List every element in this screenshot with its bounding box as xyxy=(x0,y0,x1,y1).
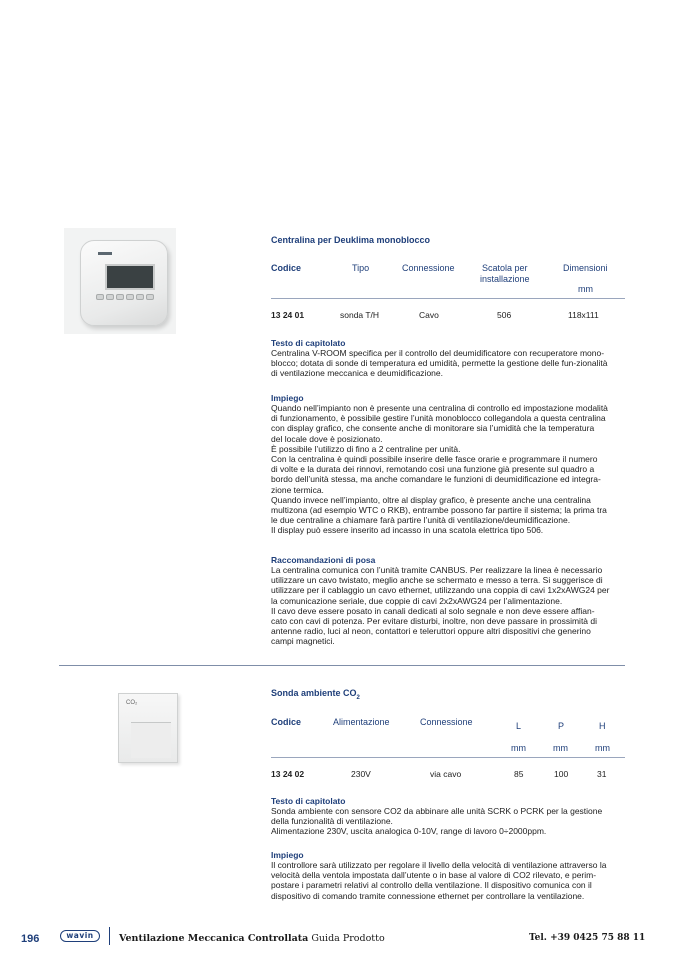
device-button xyxy=(126,294,134,300)
col-header-scatola: Scatola per xyxy=(482,263,528,273)
text-line: Il cavo deve essere posato in canali dedicati al solo segnale e non deve essere affian- xyxy=(271,605,595,616)
cell-codice: 13 24 02 xyxy=(271,769,305,779)
text-line: bordo dell’unità stessa, ma anche comandare le funzioni di deumidificazione ed integra- xyxy=(271,474,601,485)
section-impiego xyxy=(271,393,625,536)
cell-alimentazione: 230V xyxy=(351,769,371,779)
footer-title-rest: Guida Prodotto xyxy=(311,933,385,944)
text-line: cato con cavi di potenza. Per evitare disturbi, inoltre, non deve passare in prossimità di xyxy=(271,616,598,627)
text-line: postare i parametri relativi al controllo della ventilazione. Il dispositivo comunica con il xyxy=(271,880,592,891)
text-line: Centralina V-ROOM specifica per il controllo del deumidificatore con recuperatore mono- xyxy=(271,348,605,358)
cell-connessione: Cavo xyxy=(419,310,439,320)
col-header-scatola-line2: installazione xyxy=(480,274,530,284)
device-button xyxy=(96,294,104,300)
text-line: È possibile l’utilizzo di fino a 2 centraline per unità. xyxy=(271,443,461,454)
section-testo-capitolato-2 xyxy=(271,796,625,837)
cell-scatola: 506 xyxy=(497,310,512,320)
text-line: di funzionamento, è possibile gestire l’unità monoblocco collegandola a questa centralina xyxy=(271,413,606,424)
device-button xyxy=(146,294,154,300)
device-brand-logo xyxy=(98,252,112,255)
cell-h: 31 xyxy=(597,769,607,779)
text-line: dispositivo di comando tramite connessione ethernet per controllare la ventilazione. xyxy=(271,890,585,901)
wavin-logo: wavin xyxy=(60,930,100,942)
text-line: velocità della ventola impostata dall’utente o in base al valore di CO2 rilevato, e perim- xyxy=(271,870,597,881)
footer-separator xyxy=(109,927,110,945)
text-line: la comunicazione seriale, due coppie di cavi 2x2xAWG24 per l’alimentazione. xyxy=(271,595,563,606)
text-line: blocco; dotata di sonde di temperatura ed umidità, permette la gestione delle fun-zionalità xyxy=(271,358,608,369)
text-line: Il controllore sarà utilizzato per regolare il livello della velocità di ventilazione attraverso la xyxy=(271,860,607,870)
text-line: utilizzare un cavo twistato, meglio anche se schermato e messo a terra. Si suggerisce di xyxy=(271,575,603,586)
text-line: antenne radio, luci al neon, contattori e teleruttori oppure altri dispositivi che generino xyxy=(271,626,591,637)
col-header-dimensioni: Dimensioni xyxy=(563,263,608,273)
text-line: multizona (ad esempio WTC o RKB), entrambe possono far partire il sistema; la prima tra xyxy=(271,505,607,516)
footer-title xyxy=(119,933,385,944)
section-title: Impiego xyxy=(271,393,304,403)
section-title: Impiego xyxy=(271,850,304,860)
sensor-label: CO₂ xyxy=(126,700,138,706)
table-rule xyxy=(271,298,625,299)
col-unit-p: mm xyxy=(553,743,568,753)
col-header-p: P xyxy=(558,721,565,731)
text-line: utilizzare per il cablaggio un cavo ethernet, utilizzando una coppia di cavi 1x2xAWG24 per xyxy=(271,585,610,596)
col-header-alimentazione: Alimentazione xyxy=(333,717,390,727)
section-divider xyxy=(59,665,625,666)
col-header-connessione: Connessione xyxy=(402,263,455,273)
product-title-subscript: 2 xyxy=(356,694,360,701)
footer-telephone: Tel. +39 0425 75 88 11 xyxy=(529,933,646,943)
section-impiego-2 xyxy=(271,850,625,901)
section-body xyxy=(271,348,625,379)
section-title: Testo di capitolato xyxy=(271,796,346,806)
cell-connessione: via cavo xyxy=(430,769,462,779)
section-title: Testo di capitolato xyxy=(271,338,346,348)
text-line: di volte e la durata dei rinnovi, remotando così una funzione già presente sul quadro a xyxy=(271,464,595,475)
cell-dimensioni: 118x111 xyxy=(568,310,599,320)
col-header-codice: Codice xyxy=(271,263,302,273)
text-line: con display grafico, che consente anche di monitorare sia l’umidità che la temperatura xyxy=(271,423,595,434)
text-line: Alimentazione 230V, uscita analogica 0-10V, range di lavoro 0÷2000ppm. xyxy=(271,826,547,837)
text-line: Quando invece nell’impianto, oltre al display grafico, è presente anche una centralina xyxy=(271,494,591,505)
cell-tipo: sonda T/H xyxy=(340,310,380,320)
text-line: le due centraline a chiamare farà partire l’unità di ventilazione/deumidificazione. xyxy=(271,515,571,526)
section-title: Raccomandazioni di posa xyxy=(271,555,376,565)
text-line: zione termica. xyxy=(271,484,324,495)
product-title: Centralina per Deuklima monoblocco xyxy=(271,235,431,245)
col-header-unit: mm xyxy=(578,284,593,294)
col-unit-l: mm xyxy=(511,743,526,753)
col-header-h: H xyxy=(599,721,606,731)
col-header-tipo: Tipo xyxy=(352,263,370,273)
device-display xyxy=(105,264,155,290)
device-button xyxy=(116,294,124,300)
section-raccomandazioni xyxy=(271,555,625,647)
device-button xyxy=(106,294,114,300)
table-rule xyxy=(271,757,625,758)
section-body xyxy=(271,403,625,536)
product-title-text: Sonda ambiente CO xyxy=(271,688,357,698)
col-header-l: L xyxy=(516,721,522,731)
text-line: Con la centralina è quindi possibile inserire delle fasce orarie e programmare il numero xyxy=(271,454,598,465)
section-body xyxy=(271,860,625,901)
product-title xyxy=(271,688,360,701)
section-testo-capitolato xyxy=(271,338,625,379)
sensor-panel xyxy=(131,722,171,758)
text-line: campi magnetici. xyxy=(271,636,335,647)
col-header-connessione: Connessione xyxy=(420,717,473,727)
text-line: di ventilazione meccanica e deumidificazione. xyxy=(271,368,443,379)
section-body xyxy=(271,806,625,837)
text-line: Sonda ambiente con sensore CO2 da abbinare alle unità SCRK o PCRK per la gestione xyxy=(271,806,603,816)
footer-title-bold: Ventilazione Meccanica Controllata xyxy=(119,933,309,944)
section-body xyxy=(271,565,625,647)
cell-l: 85 xyxy=(514,769,524,779)
device-button xyxy=(136,294,144,300)
cell-p: 100 xyxy=(554,769,569,779)
text-line: della funzionalità di ventilazione. xyxy=(271,816,393,827)
col-unit-h: mm xyxy=(595,743,610,753)
page-number: 196 xyxy=(21,933,40,945)
col-header-codice: Codice xyxy=(271,717,302,727)
cell-codice: 13 24 01 xyxy=(271,310,305,320)
text-line: Il display può essere inserito ad incasso in una scatola elettrica tipo 506. xyxy=(271,525,544,536)
text-line: La centralina comunica con l’unità tramite CANBUS. Per realizzare la linea è necessario xyxy=(271,565,603,575)
text-line: del locale dove è posizionato. xyxy=(271,433,383,444)
text-line: Quando nell’impianto non è presente una centralina di controllo ed impostazione modalità xyxy=(271,403,608,413)
